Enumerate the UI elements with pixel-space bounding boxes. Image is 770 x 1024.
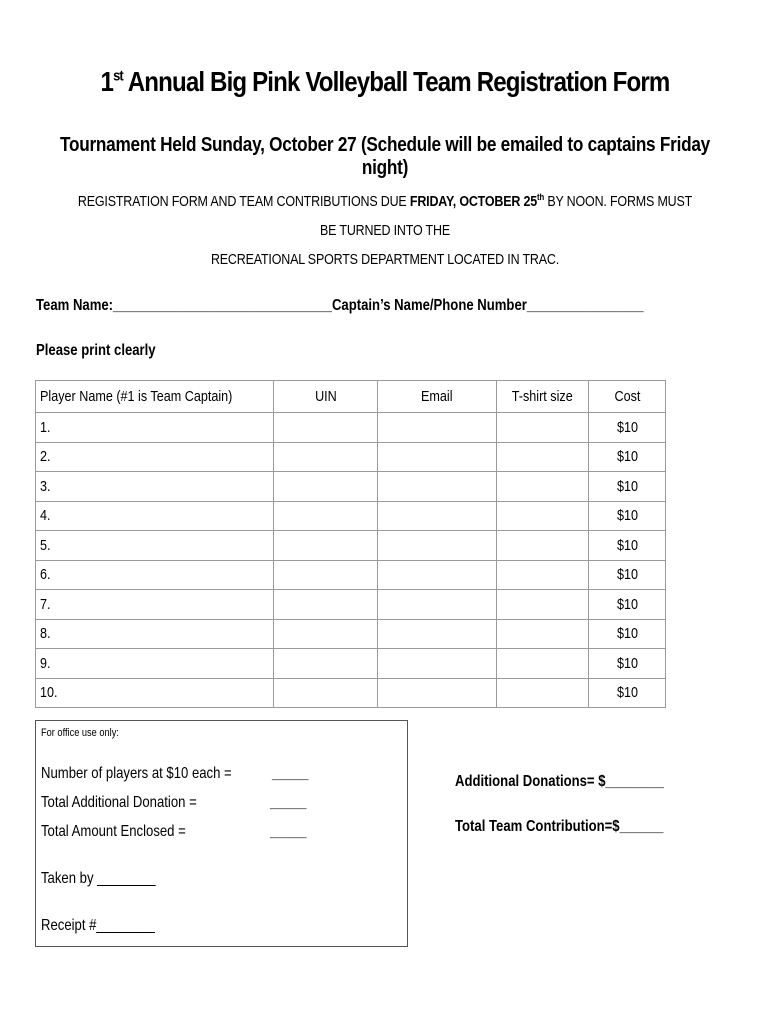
email-cell[interactable] [378,442,497,472]
uin-cell[interactable] [273,531,377,561]
player-name-cell[interactable]: 8. [36,619,274,649]
receipt-field[interactable]: Receipt #________ [41,917,155,934]
players-count-field[interactable]: _____ [272,765,309,782]
player-name-cell[interactable]: 3. [36,472,274,502]
team-name-label: Team Name: [36,297,114,314]
uin-cell[interactable] [273,413,377,443]
total-enclosed-label: Total Amount Enclosed = [41,823,186,840]
office-use-box [35,720,408,947]
tshirt-cell[interactable] [496,501,589,531]
table-row [36,531,666,561]
player-table [35,380,666,708]
table-row [36,649,666,679]
table-row [36,472,666,502]
uin-cell[interactable] [273,590,377,620]
uin-cell[interactable] [273,472,377,502]
player-name-cell[interactable]: 7. [36,590,274,620]
tshirt-cell[interactable] [496,619,589,649]
tshirt-cell[interactable] [496,472,589,502]
email-cell[interactable] [378,413,497,443]
player-name-cell[interactable]: 5. [36,531,274,561]
additional-donation-label: Total Additional Donation = [41,794,197,811]
cost-cell: $10 [589,413,666,443]
uin-cell[interactable] [273,560,377,590]
tshirt-cell[interactable] [496,531,589,561]
col-player-name: Player Name (#1 is Team Captain) [36,381,274,413]
player-name-cell[interactable]: 10. [36,678,274,708]
tshirt-cell[interactable] [496,413,589,443]
office-header: For office use only: [41,727,119,739]
table-row [36,501,666,531]
player-name-cell[interactable]: 4. [36,501,274,531]
cost-cell: $10 [589,472,666,502]
cost-cell: $10 [589,560,666,590]
team-name-field[interactable]: ______________________________ [113,297,332,314]
uin-cell[interactable] [273,442,377,472]
player-name-cell[interactable]: 6. [36,560,274,590]
table-row [36,413,666,443]
tshirt-cell[interactable] [496,442,589,472]
table-row [36,442,666,472]
uin-cell[interactable] [273,501,377,531]
cost-cell: $10 [589,678,666,708]
col-cost: Cost [589,381,666,413]
additional-donations-field[interactable]: Additional Donations= $________ [455,773,664,790]
col-email: Email [378,381,497,413]
cost-cell: $10 [589,590,666,620]
uin-cell[interactable] [273,649,377,679]
email-cell[interactable] [378,472,497,502]
cost-cell: $10 [589,619,666,649]
col-uin: UIN [273,381,377,413]
email-cell[interactable] [378,501,497,531]
tshirt-cell[interactable] [496,560,589,590]
email-cell[interactable] [378,649,497,679]
player-name-cell[interactable]: 2. [36,442,274,472]
tshirt-cell[interactable] [496,678,589,708]
captain-label: Captain’s Name/Phone Number [331,297,527,314]
team-contribution-field[interactable]: Total Team Contribution=$______ [455,818,664,835]
email-cell[interactable] [378,560,497,590]
total-enclosed-field[interactable]: _____ [270,823,307,840]
email-cell[interactable] [378,531,497,561]
taken-by-field[interactable]: Taken by ________ [41,870,156,887]
table-row [36,678,666,708]
email-cell[interactable] [378,590,497,620]
team-info-line [36,297,644,315]
table-row [36,619,666,649]
email-cell[interactable] [378,619,497,649]
print-note: Please print clearly [36,342,156,359]
additional-donation-field[interactable]: _____ [270,794,307,811]
email-cell[interactable] [378,678,497,708]
player-name-cell[interactable]: 1. [36,413,274,443]
table-header-row [36,381,666,413]
col-tshirt: T-shirt size [496,381,589,413]
tshirt-cell[interactable] [496,590,589,620]
deadline-notice: REGISTRATION FORM AND TEAM CONTRIBUTIONS DUE FRIDAY, OCTOBER 25th BY NOON. FORMS MUST BE TURNED INTO THE RECREATIONAL SPORTS DEPARTMENT LOCATED IN TRAC. [77,192,693,268]
uin-cell[interactable] [273,619,377,649]
player-name-cell[interactable]: 9. [36,649,274,679]
uin-cell[interactable] [273,678,377,708]
form-title: 1st Annual Big Pink Volleyball Team Registration Form [100,66,670,97]
table-row [36,590,666,620]
players-count-label: Number of players at $10 each = [41,765,232,782]
cost-cell: $10 [589,442,666,472]
tournament-subtitle: Tournament Held Sunday, October 27 (Schedule will be emailed to captains Friday night) [60,134,710,179]
cost-cell: $10 [589,531,666,561]
tshirt-cell[interactable] [496,649,589,679]
cost-cell: $10 [589,649,666,679]
cost-cell: $10 [589,501,666,531]
captain-field[interactable]: ________________ [526,297,644,314]
table-row [36,560,666,590]
